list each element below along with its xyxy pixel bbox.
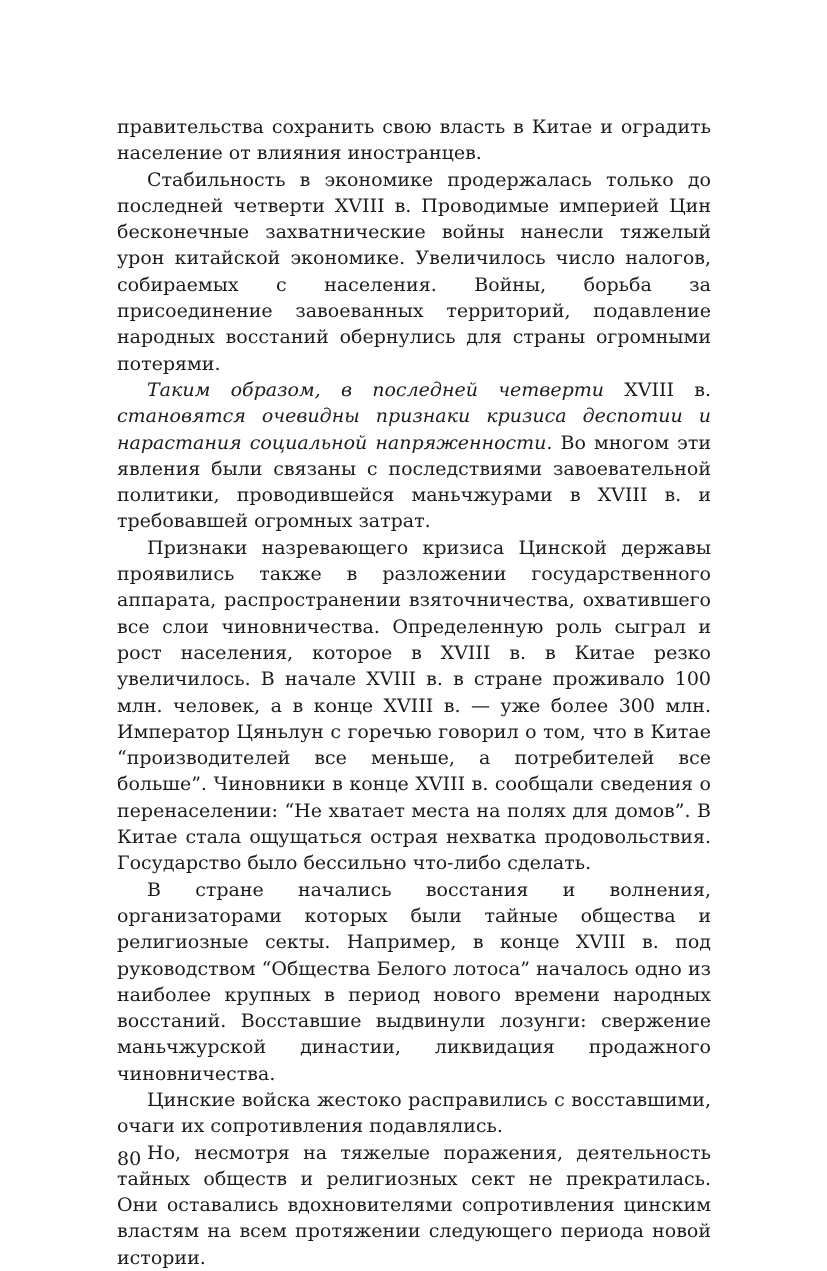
paragraph-secret-societies: Но, несмотря на тяжелые поражения, деятельность тайных обществ и религиозных сект не прекратилась. Они оставались вдохновителями сопротивления цинским властям на всем протяжении следующего периода новой истории. [117,1141,711,1269]
italic-emphasis: становятся очевидны признаки кризиса деспотии и нарастания социальной напряженности. [117,405,711,454]
body-text [117,114,711,1271]
paragraph-rest: Во многом эти явления были связаны с последствиями завоевательной политики, проводившейся маньчжурами в XVIII в. и требовавшей огромных затрат. [117,431,712,533]
paragraph-suppression: Цинские войска жестоко расправились с восставшими, очаги их сопротивления подавлялись. [117,1088,711,1138]
paragraph-state-decay: Признаки назревающего кризиса Цинской державы проявились также в разложении государственного аппарата, распространении взяточничества, охватившего все слои чиновничества. Определенную роль сыграл и рост населения, которое в XVIII в. в Китае резко увеличилось. В начале XVIII в. в стране проживало 100 млн. человек, а в конце XVIII в. — уже более 300 млн. Император Цяньлун с горечью говорил о том, что в Китае “производителей все меньше, а потребителей все больше”. Чиновники в конце XVIII в. сообщали сведения о перенаселении: “Не хватает места на полях для домов”. В Китае стала ощущаться острая нехватка продовольствия. Государство было бессильно что-либо сделать. [117,536,711,875]
paragraph-uprisings: В стране начались восстания и волнения, организаторами которых были тайные общества и религиозные секты. Например, в конце XVIII в. под руководством “Общества Белого лотоса” началось одно из наиболее крупных в период нового времени народных восстаний. Восставшие выдвинули лозунги: свержение маньчжурской династии, ликвидация продажного чиновничества. [117,878,711,1085]
paragraph-crisis-signs [117,377,711,535]
paragraph-economic-stability: Стабильность в экономике продержалась только до последней четверти XVIII в. Проводимые империей Цин бесконечные захватнические войны нанесли тяжелый урон китайской экономике. Увеличилось число налогов, собираемых с населения. Войны, борьба за присоединение завоеванных территорий, подавление народных восстаний обернулись для страны огромными потерями. [117,168,711,375]
century-text: XVIII в. [604,378,711,401]
paragraph-continuation: правительства сохранить свою власть в Китае и оградить население от влияния иностранцев. [117,116,711,165]
italic-intro: Таким образом, в последней четверти [147,378,604,401]
page-number: 80 [117,1148,142,1170]
